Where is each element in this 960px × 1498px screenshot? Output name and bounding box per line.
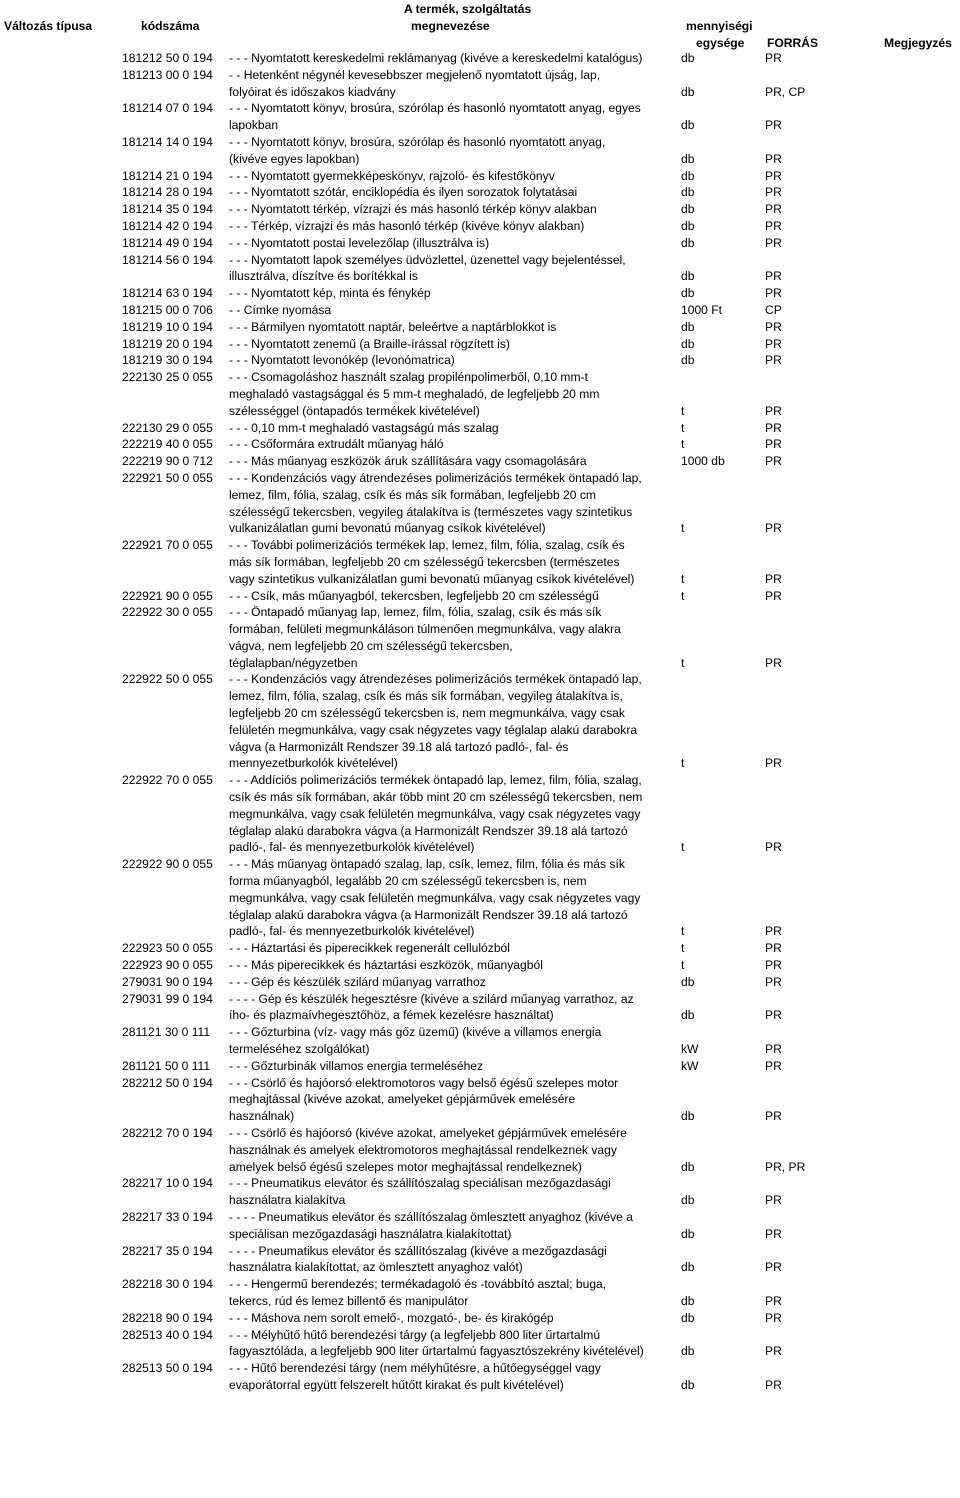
item-source: PR — [765, 571, 782, 586]
item-description: - - - Nyomtatott kép, minta és fénykép — [229, 286, 431, 301]
item-code: 222922 70 0 055 — [122, 773, 213, 788]
item-code: 222219 40 0 055 — [122, 437, 213, 452]
item-unit: db — [681, 1008, 695, 1023]
item-unit: db — [681, 202, 695, 217]
table-row — [0, 772, 960, 856]
item-code: 222921 90 0 055 — [122, 588, 213, 603]
item-source: CP — [765, 302, 782, 317]
item-code: 222922 50 0 055 — [122, 672, 213, 687]
item-source: PR — [765, 1377, 782, 1392]
item-source: PR — [765, 655, 782, 670]
item-description: - - - Bármilyen nyomtatott naptár, beleértve a naptárblokkot is — [229, 319, 557, 334]
table-row — [0, 352, 960, 369]
item-source: PR — [765, 420, 782, 435]
item-source: PR — [765, 521, 782, 536]
item-code: 181215 00 0 706 — [122, 302, 213, 317]
header-product-name: megnevezése — [411, 19, 490, 33]
item-source: PR — [765, 1293, 782, 1308]
item-code: 181212 50 0 194 — [122, 51, 213, 65]
item-source: PR — [765, 218, 782, 233]
item-source: PR — [765, 958, 782, 973]
item-unit: t — [681, 941, 685, 956]
header-code: kódszáma — [141, 19, 200, 33]
header-unit-bottom: egysége — [696, 36, 745, 50]
item-unit: t — [681, 571, 685, 586]
item-code: 181219 10 0 194 — [122, 319, 213, 334]
item-code: 222130 29 0 055 — [122, 420, 213, 435]
item-description: - - - Hűtő berendezési tárgy (nem mélyhűtésre, a hűtőegységgel vagy evaporátorral együtt felszerelt hűtőtt kirakat és pult kivételével) — [229, 1361, 601, 1392]
item-source: PR — [765, 1042, 782, 1057]
item-description: - - - Más műanyag eszközök áruk szállítására vagy csomagolására — [229, 454, 587, 469]
item-code: 222923 50 0 055 — [122, 941, 213, 956]
item-description: - - - Más műanyag öntapadó szalag, lap, csík, lemez, film, fólia és más sík forma műanyagból, legalább 20 cm szélességű tekercsben is, nem megmunkálva, vagy csak felületén megmunkálva, vagy csak négyzetes vagy téglalap alakú darabokra vágva (a Harmonizált Rendszer 39.18 alá tartozó padló-, fal- és mennyezetburkolók kivételével) — [229, 857, 641, 939]
item-description: - - - Gép és készülék szilárd műanyag varrathoz — [229, 974, 486, 989]
table-row — [0, 1075, 960, 1125]
item-code: 282513 50 0 194 — [122, 1361, 213, 1376]
table-row — [0, 100, 960, 134]
item-source: PR — [765, 185, 782, 200]
item-unit: t — [681, 521, 685, 536]
table-row — [0, 1310, 960, 1327]
item-unit: db — [681, 319, 695, 334]
item-source: PR — [765, 118, 782, 133]
table-row — [0, 1360, 960, 1394]
table-row — [0, 1276, 960, 1310]
item-unit: db — [681, 1109, 695, 1124]
item-description: - - - Csőformára extrudált műanyag háló — [229, 437, 444, 452]
item-unit: db — [681, 1260, 695, 1275]
header-unit-top: mennyiségi — [686, 19, 753, 33]
item-unit: kW — [681, 1042, 699, 1057]
header-change-type: Változás típusa — [4, 19, 93, 33]
table-row — [0, 252, 960, 286]
item-description: - - - Nyomtatott kereskedelmi reklámanyag (kivéve a kereskedelmi katalógus) — [229, 51, 643, 65]
item-description: - - - Nyomtatott zenemű (a Braille-írással rögzített is) — [229, 336, 510, 351]
table-row — [0, 974, 960, 991]
item-code: 279031 99 0 194 — [122, 991, 213, 1006]
item-unit: t — [681, 958, 685, 973]
item-description: - - - Pneumatikus elevátor és szállítószalag speciálisan mezőgazdasági használatra kialakítva — [229, 1176, 611, 1208]
item-description: - - - Máshova nem sorolt emelő-, mozgató-, be- és kirakógép — [229, 1310, 554, 1325]
item-description: - - - Kondenzációs vagy átrendezéses polimerizációs termékek öntapadó lap, lemez, film, fólia, szalag, csík és más sík formában, legfeljebb 20 cm szélességű tekercsben, vegyileg átalakítva is (természetes vagy szintetikus vulkanizálatlan gumi bevonatú műanyag csíkok kivételével) — [229, 470, 642, 536]
table-row — [0, 50, 960, 67]
item-description: - - - Csomagoláshoz használt szalag propilénpolimerből, 0,10 mm-t meghaladó vastagsággal és 5 mm-t meghaladó, de legfeljebb 20 mm szélességgel (öntapadós termékek kivételével) — [229, 370, 600, 418]
table-row — [0, 991, 960, 1025]
item-source: PR — [765, 924, 782, 939]
item-source: PR — [765, 151, 782, 166]
item-unit: t — [681, 655, 685, 670]
table-row — [0, 319, 960, 336]
item-source: PR — [765, 286, 782, 301]
item-description: - - - Nyomtatott postai levelezőlap (illusztrálva is) — [229, 235, 490, 250]
table-row — [0, 168, 960, 185]
item-source: PR — [765, 756, 782, 771]
item-description: - - - Nyomtatott lapok személyes üdvözlettel, üzenettel vagy bejelentéssel, illusztrálva, díszítve és borítékkal is — [229, 252, 626, 284]
item-unit: db — [681, 84, 695, 99]
item-code: 222922 30 0 055 — [122, 605, 213, 620]
item-unit: db — [681, 286, 695, 301]
item-unit: db — [681, 1293, 695, 1308]
item-description: - - - Nyomtatott könyv, brosúra, szórólap és hasonló nyomtatott anyag, egyes lapokban — [229, 101, 641, 133]
item-code: 282218 30 0 194 — [122, 1277, 213, 1292]
table-row — [0, 588, 960, 605]
item-code: 222130 25 0 055 — [122, 370, 213, 385]
table-row — [0, 1209, 960, 1243]
item-unit: db — [681, 269, 695, 284]
item-code: 181213 00 0 194 — [122, 67, 213, 82]
item-code: 282217 33 0 194 — [122, 1209, 213, 1224]
table-row — [0, 420, 960, 437]
item-unit: db — [681, 151, 695, 166]
item-unit: db — [681, 218, 695, 233]
item-source: PR — [765, 1058, 782, 1073]
item-code: 181214 56 0 194 — [122, 252, 213, 267]
table-row — [0, 537, 960, 587]
item-description: - - - Mélyhűtő hűtő berendezési tárgy (a legfeljebb 800 liter űrtartalmú fagyasztóláda, a legfeljebb 900 liter űrtartalmú fagyasztószekrény kivételével) — [229, 1327, 644, 1359]
item-description: - - - Csík, más műanyagból, tekercsben, legfeljebb 20 cm szélességű — [229, 588, 599, 603]
item-code: 282513 40 0 194 — [122, 1327, 213, 1342]
item-unit: db — [681, 185, 695, 200]
item-unit: t — [681, 420, 685, 435]
table-row — [0, 856, 960, 940]
table-row — [0, 134, 960, 168]
table-row — [0, 1327, 960, 1361]
item-code: 282212 70 0 194 — [122, 1126, 213, 1140]
item-description: - - - Csörlő és hajóorsó elektromotoros vagy belső égésű szelepes motor meghajtással (kivéve azokat, amelyeket gépjárművek emelésére használnak) — [229, 1075, 619, 1124]
item-description: - - - - Pneumatikus elevátor és szállítószalag ömlesztett anyaghoz (kivéve a speciálisan mezőgazdasági használatra kialakítottat) — [229, 1209, 633, 1241]
item-description: - - - További polimerizációs termékek lap, lemez, film, fólia, szalag, csík és más sík formában, legfeljebb 20 cm szélességű tekercsben (természetes vagy szintetikus vulkanizálatlan gumi bevonatú műanyag csíkok kivételével) — [229, 538, 635, 586]
item-description: - - - Nyomtatott szótár, enciklopédia és ilyen sorozatok folytatásai — [229, 185, 578, 200]
table-row — [0, 67, 960, 101]
table-row — [0, 453, 960, 470]
item-source: PR — [765, 235, 782, 250]
item-source: PR — [765, 1310, 782, 1325]
table-row — [0, 302, 960, 319]
item-unit: t — [681, 588, 685, 603]
item-source: PR — [765, 1193, 782, 1208]
item-source: PR — [765, 353, 782, 368]
table-row — [0, 201, 960, 218]
item-source: PR — [765, 437, 782, 452]
table-row — [0, 1125, 960, 1175]
item-source: PR — [765, 1109, 782, 1124]
table-row — [0, 470, 960, 537]
item-source: PR — [765, 1260, 782, 1275]
item-code: 222219 90 0 712 — [122, 454, 213, 469]
item-code: 281121 30 0 111 — [122, 1025, 211, 1040]
item-code: 281121 50 0 111 — [122, 1058, 211, 1073]
item-unit: db — [681, 168, 695, 183]
item-unit: db — [681, 1310, 695, 1325]
table-row — [0, 671, 960, 772]
table-row — [0, 1243, 960, 1277]
table-row — [0, 1058, 960, 1075]
item-description: - - - Nyomtatott levonókép (levonómatrica) — [229, 353, 455, 368]
item-source: PR — [765, 269, 782, 284]
header-source: FORRÁS — [767, 36, 819, 50]
item-code: 222922 90 0 055 — [122, 857, 213, 872]
table-row — [0, 436, 960, 453]
table-row — [0, 1024, 960, 1058]
item-description: - - - Nyomtatott gyermekképeskönyv, rajzoló- és kifestőkönyv — [229, 168, 555, 183]
item-code: 282218 90 0 194 — [122, 1310, 213, 1325]
item-unit: db — [681, 51, 695, 65]
table-row — [0, 218, 960, 235]
item-description: - - - Nyomtatott könyv, brosúra, szórólap és hasonló nyomtatott anyag, (kivéve egyes lapokban) — [229, 134, 606, 166]
item-description: - - - - Pneumatikus elevátor és szállítószalag (kivéve a mezőgazdasági használatra kialakítottat, az ömlesztett anyaghoz valót) — [229, 1243, 607, 1275]
item-unit: db — [681, 1226, 695, 1241]
table-row — [0, 604, 960, 671]
item-source: PR — [765, 51, 782, 65]
item-description: - - - Gőzturbina (víz- vagy más gőz üzemű) (kivéve a villamos energia termeléséhez szolgálókat) — [229, 1025, 602, 1057]
table-row — [0, 940, 960, 957]
item-source: PR — [765, 588, 782, 603]
item-code: 181214 21 0 194 — [122, 168, 213, 183]
item-code: 222921 50 0 055 — [122, 470, 213, 485]
item-description: - - - Háztartási és piperecikkek regenerált cellulózból — [229, 941, 510, 956]
item-code: 181214 14 0 194 — [122, 134, 213, 149]
item-unit: db — [681, 1193, 695, 1208]
item-source: PR — [765, 168, 782, 183]
item-code: 181214 42 0 194 — [122, 218, 213, 233]
item-source: PR — [765, 941, 782, 956]
item-description: - - - Öntapadó műanyag lap, lemez, film, fólia, szalag, csík és más sík formában, felületi megmunkáláson túlmenően megmunkálva, vagy alakra vágva, nem legfeljebb 20 cm szélességű tekercsben, téglalapban/négyzetben — [229, 605, 621, 670]
item-unit: t — [681, 924, 685, 939]
item-source: PR, CP — [765, 84, 806, 99]
table-row — [0, 184, 960, 201]
table-row — [0, 285, 960, 302]
item-unit: db — [681, 353, 695, 368]
item-source: PR — [765, 1008, 782, 1023]
item-code: 181214 28 0 194 — [122, 185, 213, 200]
header-note: Megjegyzés — [884, 36, 952, 50]
item-description: - - - Más piperecikkek és háztartási eszközök, műanyagból — [229, 958, 543, 973]
item-code: 181214 07 0 194 — [122, 101, 213, 116]
item-description: - - - - Gép és készülék hegesztésre (kivéve a szilárd műanyag varrathoz, az ího- és plazmaívhegesztőhöz, a fémek kezelésre használtat) — [229, 991, 634, 1023]
item-code: 181219 30 0 194 — [122, 353, 213, 368]
item-code: 181219 20 0 194 — [122, 336, 213, 351]
item-source: PR, PR — [765, 1159, 806, 1174]
item-unit: db — [681, 336, 695, 351]
item-description: - - Hetenként négynél kevesebbszer megjelenő nyomtatott újság, lap, folyóirat és időszakos kiadvány — [229, 67, 601, 99]
item-description: - - - Térkép, vízrajzi és más hasonló térkép (kivéve könyv alakban) — [229, 218, 585, 233]
item-unit: 1000 Ft — [681, 302, 723, 317]
table-row — [0, 369, 960, 419]
item-unit: db — [681, 974, 695, 989]
item-unit: t — [681, 840, 685, 855]
item-unit: t — [681, 437, 685, 452]
item-source: PR — [765, 319, 782, 334]
item-unit: 1000 db — [681, 454, 725, 469]
item-source: PR — [765, 336, 782, 351]
item-source: PR — [765, 1226, 782, 1241]
table-row — [0, 957, 960, 974]
item-unit: db — [681, 1344, 695, 1359]
item-code: 282217 10 0 194 — [122, 1176, 213, 1191]
table-row — [0, 1175, 960, 1209]
item-source: PR — [765, 202, 782, 217]
item-description: - - - Addíciós polimerizációs termékek öntapadó lap, lemez, film, fólia, szalag, csík és más sík formában, akár több mint 20 cm szélességű tekercsben, nem megmunkálva, vagy csak felületén megmunkálva, vagy csak négyzetes vagy téglalap alakú darabokra vágva (a Harmonizált Rendszer 39.18 alá tartozó padló-, fal- és mennyezetburkolók kivételével) — [229, 773, 643, 855]
item-code: 282217 35 0 194 — [122, 1243, 213, 1258]
item-unit: db — [681, 235, 695, 250]
item-description: - - - Gőzturbinák villamos energia termeléséhez — [229, 1058, 484, 1073]
table-row — [0, 235, 960, 252]
item-description: - - Címke nyomása — [229, 302, 332, 317]
table-body — [0, 50, 960, 1394]
item-code: 181214 63 0 194 — [122, 286, 213, 301]
table-row — [0, 336, 960, 353]
item-source: PR — [765, 1344, 782, 1359]
item-unit: t — [681, 403, 685, 418]
item-description: - - - Hengermű berendezés; termékadagoló és -továbbító asztal; buga, tekercs, rúd és lemez billentő és manipulátor — [229, 1277, 607, 1308]
header-product-title: A termék, szolgáltatás — [404, 2, 532, 16]
item-source: PR — [765, 974, 782, 989]
item-code: 181214 49 0 194 — [122, 235, 213, 250]
item-description: - - - 0,10 mm-t meghaladó vastagságú más szalag — [229, 420, 499, 435]
item-code: 222921 70 0 055 — [122, 538, 213, 553]
item-code: 282212 50 0 194 — [122, 1075, 213, 1090]
item-source: PR — [765, 840, 782, 855]
item-source: PR — [765, 403, 782, 418]
item-description: - - - Kondenzációs vagy átrendezéses polimerizációs termékek öntapadó lap, lemez, film, fólia, szalag, csík és más sík formában, vegyileg átalakítva is, legfeljebb 20 cm szélességű tekercsben is, nem megmunkálva, vagy csak felületén megmunkálva, vagy csak négyzetes vagy téglalap alakú darabokra vágva (a Harmonizált Rendszer 39.18 alá tartozó padló-, fal- és mennyezetburkolók kivételével) — [229, 672, 642, 771]
item-source: PR — [765, 454, 782, 469]
item-unit: db — [681, 1159, 695, 1174]
item-code: 222923 90 0 055 — [122, 958, 213, 973]
item-description: - - - Nyomtatott térkép, vízrajzi és más hasonló térkép könyv alakban — [229, 202, 597, 217]
item-code: 181214 35 0 194 — [122, 202, 213, 217]
item-unit: kW — [681, 1058, 699, 1073]
table-header — [0, 0, 960, 50]
item-unit: t — [681, 756, 685, 771]
item-code: 279031 90 0 194 — [122, 974, 213, 989]
item-unit: db — [681, 1377, 695, 1392]
item-description: - - - Csörlő és hajóorsó (kivéve azokat, amelyeket gépjárművek emelésére használnak és amelyek elektromotoros meghajtással rendelkeznek vagy amelyek belső égésű szelepes motor meghajtással rendelkeznek) — [229, 1126, 627, 1174]
item-unit: db — [681, 118, 695, 133]
